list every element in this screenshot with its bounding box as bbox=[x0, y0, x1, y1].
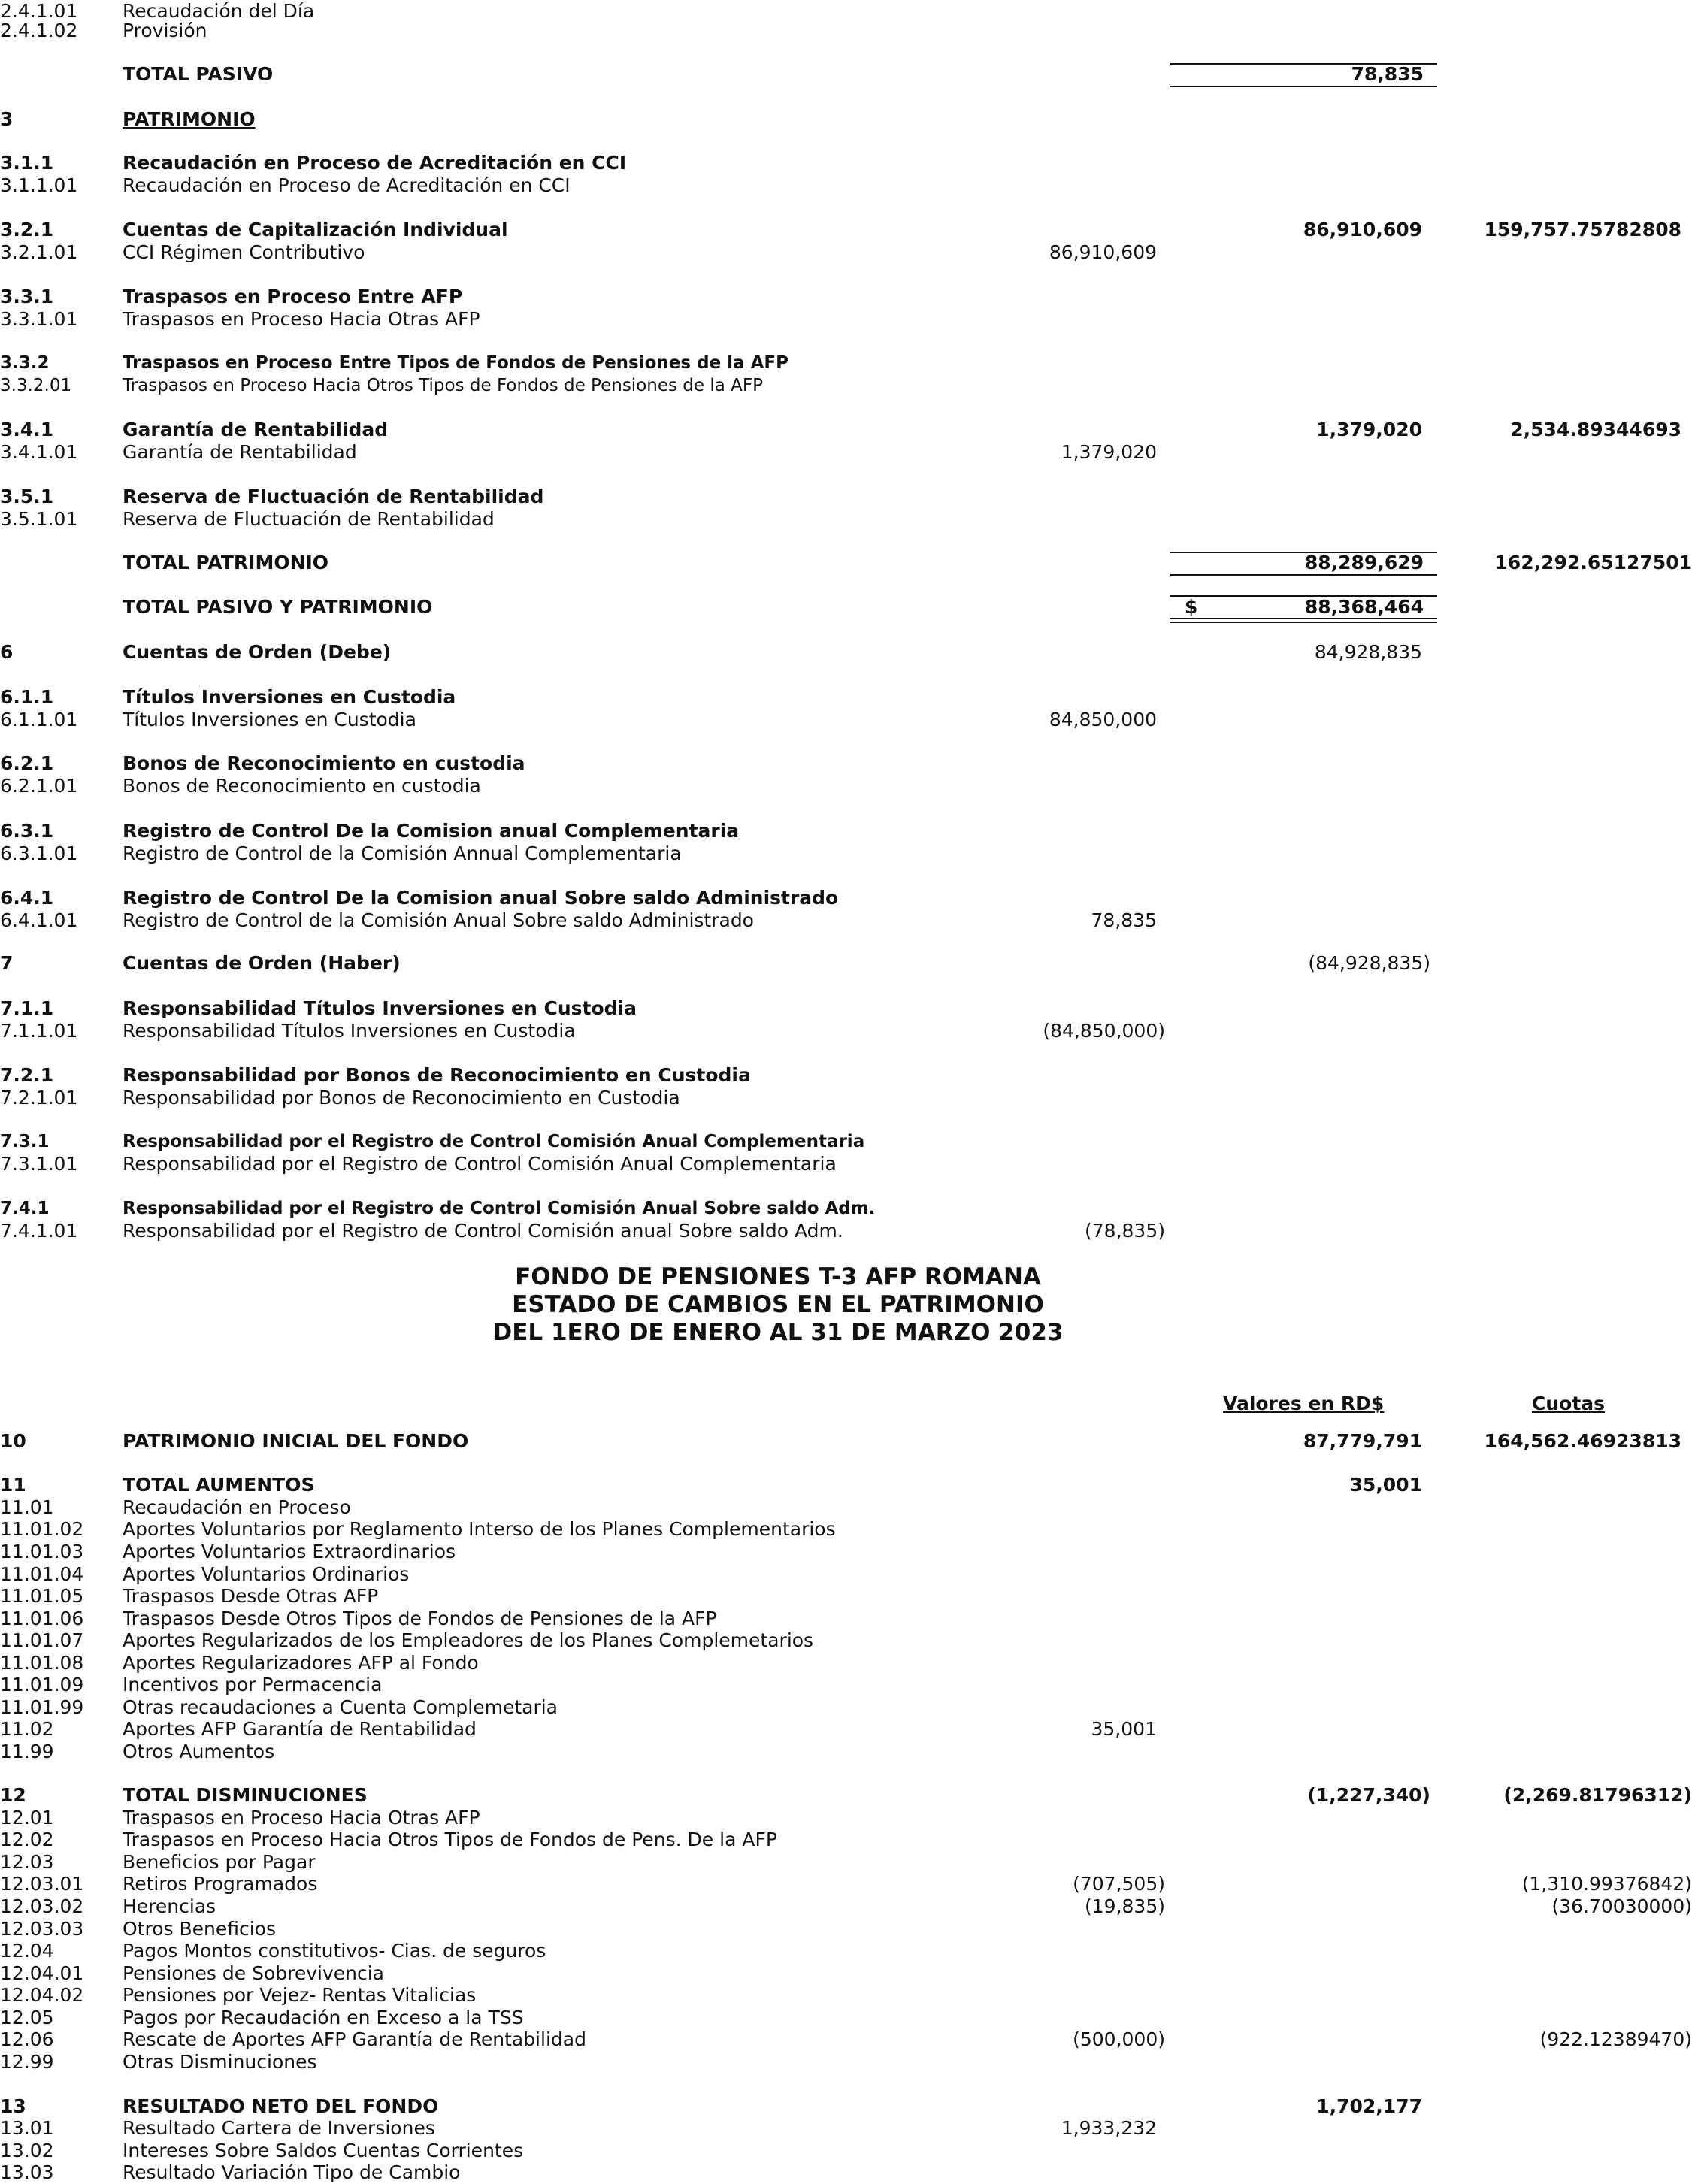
balance-row-3-4-1 bbox=[0, 419, 1692, 441]
total-pasivo-value: 78,835 bbox=[1351, 63, 1424, 85]
balance-row-3-3-2 bbox=[0, 352, 1692, 374]
statement-row-11-01-07 bbox=[0, 1629, 1692, 1652]
account-label: Traspasos en Proceso Hacia Otras AFP bbox=[123, 1807, 480, 1829]
account-code: 6.2.1.01 bbox=[0, 775, 78, 797]
detail-amount: (500,000) bbox=[1073, 2028, 1165, 2050]
statement-row-11-01-08 bbox=[0, 1652, 1692, 1674]
detail-amount: 86,910,609 bbox=[1049, 241, 1157, 263]
statement-row-12-02 bbox=[0, 1829, 1692, 1851]
account-code: 3.2.1 bbox=[0, 219, 54, 240]
statement-title-line-1: FONDO DE PENSIONES T-3 AFP ROMANA bbox=[515, 1263, 1041, 1290]
account-label: CCI Régimen Contributivo bbox=[123, 241, 365, 263]
account-label: Títulos Inversiones en Custodia bbox=[123, 686, 456, 708]
total-amount: (84,928,835) bbox=[1308, 952, 1430, 974]
total-amount: (1,227,340) bbox=[1307, 1784, 1430, 1806]
cuotas-amount: (1,310.99376842) bbox=[1521, 1873, 1692, 1895]
column-header-values: Valores en RD$ bbox=[1223, 1393, 1385, 1414]
account-label: Responsabilidad Títulos Inversiones en Custodia bbox=[123, 1020, 576, 1042]
detail-amount: 35,001 bbox=[1091, 1718, 1157, 1740]
statement-row-11-01-02 bbox=[0, 1518, 1692, 1541]
statement-row-12-06 bbox=[0, 2028, 1692, 2051]
account-code: 11.99 bbox=[0, 1741, 54, 1762]
balance-row-3-3-2-01 bbox=[0, 374, 1692, 397]
statement-row-12 bbox=[0, 1784, 1692, 1807]
account-label: RESULTADO NETO DEL FONDO bbox=[123, 2095, 439, 2117]
balance-row-3-2-1-01 bbox=[0, 241, 1692, 264]
account-label: Cuentas de Orden (Haber) bbox=[123, 952, 401, 974]
account-code: 12.06 bbox=[0, 2028, 54, 2050]
balance-row-3-1-1 bbox=[0, 152, 1692, 174]
account-label: Títulos Inversiones en Custodia bbox=[123, 709, 416, 731]
total-pasivo-underline bbox=[1170, 86, 1437, 87]
account-code: 3.5.1.01 bbox=[0, 508, 78, 530]
account-code: 11.01.08 bbox=[0, 1652, 84, 1674]
account-code: 11.02 bbox=[0, 1718, 54, 1740]
account-code: 11.01.03 bbox=[0, 1541, 84, 1562]
statement-row-11-02 bbox=[0, 1718, 1692, 1741]
detail-amount: (78,835) bbox=[1085, 1220, 1165, 1242]
account-label: PATRIMONIO bbox=[123, 108, 256, 130]
account-code: 3.3.2 bbox=[0, 353, 50, 373]
account-label: Traspasos Desde Otros Tipos de Fondos de Pensiones de la AFP bbox=[123, 1608, 717, 1629]
balance-row-3-5-1 bbox=[0, 486, 1692, 508]
account-label: Responsabilidad Títulos Inversiones en Custodia bbox=[123, 997, 637, 1019]
account-label: Recaudación en Proceso de Acreditación en CCI bbox=[123, 152, 627, 174]
account-code: 12.04 bbox=[0, 1940, 54, 1962]
account-code: 11.01.02 bbox=[0, 1518, 84, 1540]
account-code: 3.1.1.01 bbox=[0, 174, 78, 196]
account-code: 3.3.2.01 bbox=[0, 376, 72, 395]
detail-amount: (707,505) bbox=[1073, 1873, 1165, 1895]
account-label: Bonos de Reconocimiento en custodia bbox=[123, 752, 525, 774]
total-pasivo-patrimonio-value: 88,368,464 bbox=[1304, 596, 1424, 618]
account-label: Resultado Variación Tipo de Cambio bbox=[123, 2161, 461, 2183]
statement-row-11-99 bbox=[0, 1741, 1692, 1763]
account-code: 12.03.01 bbox=[0, 1873, 84, 1895]
detail-amount: 1,379,020 bbox=[1061, 441, 1157, 463]
account-label: Recaudación en Proceso de Acreditación en CCI bbox=[123, 174, 571, 196]
balance-row-7-1-1-01 bbox=[0, 1020, 1692, 1042]
statement-row-12-04-01 bbox=[0, 1962, 1692, 1985]
total-amount: 1,702,177 bbox=[1316, 2095, 1422, 2117]
account-label: TOTAL AUMENTOS bbox=[123, 1474, 315, 1496]
account-code: 11.01.06 bbox=[0, 1608, 84, 1629]
statement-row-13-01 bbox=[0, 2117, 1692, 2140]
statement-row-11-01-06 bbox=[0, 1608, 1692, 1630]
balance-row-3-2-1 bbox=[0, 219, 1692, 241]
balance-row-7-4-1 bbox=[0, 1197, 1692, 1220]
balance-row-6-4-1 bbox=[0, 887, 1692, 909]
account-code: 7.1.1.01 bbox=[0, 1020, 78, 1042]
account-label: Cuentas de Capitalización Individual bbox=[123, 219, 508, 240]
cuotas-amount: (2,269.81796312) bbox=[1503, 1784, 1692, 1806]
statement-row-12-03 bbox=[0, 1851, 1692, 1874]
account-code: 12.03.02 bbox=[0, 1895, 84, 1917]
account-label: Otros Aumentos bbox=[123, 1741, 275, 1762]
statement-row-12-03-01 bbox=[0, 1873, 1692, 1895]
column-header-cuotas: Cuotas bbox=[1532, 1393, 1606, 1414]
account-code: 2.4.1.02 bbox=[0, 20, 78, 41]
account-label: Registro de Control De la Comision anual Complementaria bbox=[123, 820, 740, 842]
account-label: Recaudación del Día bbox=[123, 0, 315, 22]
account-label: Pagos por Recaudación en Exceso a la TSS bbox=[123, 2007, 524, 2028]
account-code: 3.3.1.01 bbox=[0, 308, 78, 330]
account-label: Responsabilidad por el Registro de Control Comisión Anual Complementaria bbox=[123, 1132, 865, 1151]
account-label: Responsabilidad por el Registro de Control Comisión Anual Sobre saldo Adm. bbox=[123, 1199, 876, 1218]
account-label: Aportes Regularizadores AFP al Fondo bbox=[123, 1652, 479, 1674]
account-code: 7.2.1 bbox=[0, 1064, 54, 1086]
account-code: 12.04.02 bbox=[0, 1984, 84, 2006]
cuotas-amount: (36.70030000) bbox=[1551, 1895, 1692, 1917]
statement-row-11-01-04 bbox=[0, 1563, 1692, 1586]
balance-row-6-2-1 bbox=[0, 752, 1692, 775]
statement-row-10 bbox=[0, 1430, 1692, 1453]
statement-row-11-01-05 bbox=[0, 1585, 1692, 1608]
account-code: 6.3.1.01 bbox=[0, 842, 78, 864]
statement-row-11-01-03 bbox=[0, 1541, 1692, 1563]
account-code: 13 bbox=[0, 2095, 26, 2117]
account-code: 11.01.99 bbox=[0, 1696, 84, 1718]
account-label: Responsabilidad por el Registro de Control Comisión Anual Complementaria bbox=[123, 1153, 837, 1175]
account-code: 6.3.1 bbox=[0, 820, 54, 842]
total-amount: 86,910,609 bbox=[1303, 219, 1422, 240]
total-patrimonio-value: 88,289,629 bbox=[1304, 552, 1424, 573]
statement-row-12-05 bbox=[0, 2007, 1692, 2029]
account-code: 6.1.1.01 bbox=[0, 709, 78, 731]
account-label: Rescate de Aportes AFP Garantía de Rentabilidad bbox=[123, 2028, 586, 2050]
account-code: 11.01.05 bbox=[0, 1585, 84, 1607]
statement-row-12-04 bbox=[0, 1940, 1692, 1962]
account-label: Herencias bbox=[123, 1895, 216, 1917]
account-label: Registro de Control de la Comisión Anual Sobre saldo Administrado bbox=[123, 909, 754, 931]
total-pasivo-patrimonio-label: TOTAL PASIVO Y PATRIMONIO bbox=[123, 596, 433, 618]
balance-row-3-5-1-01 bbox=[0, 508, 1692, 531]
account-label: PATRIMONIO INICIAL DEL FONDO bbox=[123, 1430, 469, 1452]
total-amount: 87,779,791 bbox=[1303, 1430, 1422, 1452]
account-label: Registro de Control de la Comisión Annual Complementaria bbox=[123, 842, 682, 864]
account-label: Otros Beneficios bbox=[123, 1918, 276, 1940]
account-label: Traspasos en Proceso Entre AFP bbox=[123, 286, 463, 307]
account-code: 12.04.01 bbox=[0, 1962, 84, 1984]
account-code: 11.01.09 bbox=[0, 1674, 84, 1695]
statement-title-line-2: ESTADO DE CAMBIOS EN EL PATRIMONIO bbox=[512, 1291, 1044, 1318]
statement-row-11-01-99 bbox=[0, 1696, 1692, 1719]
account-label: Otras Disminuciones bbox=[123, 2051, 317, 2073]
detail-amount: 1,933,232 bbox=[1061, 2117, 1157, 2139]
cuotas-amount: 164,562.46923813 bbox=[1484, 1430, 1681, 1452]
account-code: 13.01 bbox=[0, 2117, 54, 2139]
account-code: 12.03 bbox=[0, 1851, 54, 1873]
cuotas-amount: (922.12389470) bbox=[1539, 2028, 1692, 2050]
account-label: Aportes Regularizados de los Empleadores de los Planes Complemetarios bbox=[123, 1629, 814, 1651]
account-code: 6.2.1 bbox=[0, 752, 54, 774]
account-label: Pensiones por Vejez- Rentas Vitalicias bbox=[123, 1984, 477, 2006]
account-code: 3.5.1 bbox=[0, 486, 54, 507]
account-code: 12.99 bbox=[0, 2051, 54, 2073]
account-code: 12.02 bbox=[0, 1829, 54, 1850]
account-label: Aportes Voluntarios Ordinarios bbox=[123, 1563, 410, 1585]
account-label: Garantía de Rentabilidad bbox=[123, 441, 357, 463]
account-label: Traspasos Desde Otras AFP bbox=[123, 1585, 379, 1607]
currency-symbol: $ bbox=[1185, 596, 1198, 618]
account-label: Responsabilidad por Bonos de Reconocimiento en Custodia bbox=[123, 1087, 680, 1109]
account-code: 12.01 bbox=[0, 1807, 54, 1829]
statement-row-12-99 bbox=[0, 2051, 1692, 2074]
balance-row-7-3-1 bbox=[0, 1130, 1692, 1153]
account-code: 3.4.1 bbox=[0, 419, 54, 440]
account-label: Traspasos en Proceso Hacia Otras AFP bbox=[123, 308, 480, 330]
account-code: 6.4.1.01 bbox=[0, 909, 78, 931]
account-label: Intereses Sobre Saldos Cuentas Corrientes bbox=[123, 2140, 524, 2161]
account-code: 12.03.03 bbox=[0, 1918, 84, 1940]
account-label: Cuentas de Orden (Debe) bbox=[123, 641, 392, 663]
account-code: 11.01 bbox=[0, 1496, 54, 1518]
balance-row-6-1-1 bbox=[0, 686, 1692, 709]
balance-row-7-4-1-01 bbox=[0, 1220, 1692, 1242]
account-label: Pagos Montos constitutivos- Cias. de seguros bbox=[123, 1940, 546, 1962]
total-pasivo-patrimonio-row bbox=[0, 596, 1692, 619]
account-code: 3.2.1.01 bbox=[0, 241, 78, 263]
account-label: Traspasos en Proceso Hacia Otros Tipos de Fondos de Pens. De la AFP bbox=[123, 1829, 777, 1850]
total-patrimonio-underline bbox=[1170, 574, 1437, 576]
balance-row-3-1-1-01 bbox=[0, 174, 1692, 197]
detail-amount: (84,850,000) bbox=[1043, 1020, 1165, 1042]
detail-amount: (19,835) bbox=[1085, 1895, 1165, 1917]
account-label: Bonos de Reconocimiento en custodia bbox=[123, 775, 481, 797]
account-code: 11.01.04 bbox=[0, 1563, 84, 1585]
total-amount: 35,001 bbox=[1349, 1474, 1422, 1496]
cuotas-amount: 159,757.75782808 bbox=[1484, 219, 1681, 240]
account-code: 6.4.1 bbox=[0, 887, 54, 909]
balance-row-2-4-1-02 bbox=[0, 20, 1692, 42]
account-code: 3.3.1 bbox=[0, 286, 54, 307]
account-label: TOTAL DISMINUCIONES bbox=[123, 1784, 368, 1806]
statement-row-11 bbox=[0, 1474, 1692, 1496]
total-pasivo-patrimonio-double-underline bbox=[1170, 618, 1437, 623]
account-label: Recaudación en Proceso bbox=[123, 1496, 351, 1518]
account-label: Registro de Control De la Comision anual Sobre saldo Administrado bbox=[123, 887, 839, 909]
statement-row-13-02 bbox=[0, 2140, 1692, 2162]
statement-row-12-03-03 bbox=[0, 1918, 1692, 1940]
account-code: 3.4.1.01 bbox=[0, 441, 78, 463]
account-code: 3 bbox=[0, 108, 14, 130]
total-amount: 84,928,835 bbox=[1314, 641, 1422, 663]
account-label: Aportes Voluntarios Extraordinarios bbox=[123, 1541, 456, 1562]
account-code: 7.4.1.01 bbox=[0, 1220, 78, 1242]
account-label: Provisión bbox=[123, 20, 207, 41]
balance-row-3 bbox=[0, 108, 1692, 131]
account-label: Pensiones de Sobrevivencia bbox=[123, 1962, 384, 1984]
balance-row-7 bbox=[0, 952, 1692, 975]
balance-row-3-4-1-01 bbox=[0, 441, 1692, 464]
account-label: Beneficios por Pagar bbox=[123, 1851, 316, 1873]
balance-row-7-3-1-01 bbox=[0, 1153, 1692, 1175]
statement-title-line-3: DEL 1ERO DE ENERO AL 31 DE MARZO 2023 bbox=[492, 1319, 1064, 1346]
statement-row-12-01 bbox=[0, 1807, 1692, 1829]
account-code: 13.02 bbox=[0, 2140, 54, 2161]
account-code: 10 bbox=[0, 1430, 26, 1452]
account-code: 11 bbox=[0, 1474, 26, 1496]
account-code: 12.05 bbox=[0, 2007, 54, 2028]
account-label: Traspasos en Proceso Entre Tipos de Fondos de Pensiones de la AFP bbox=[123, 353, 788, 373]
account-code: 7.1.1 bbox=[0, 997, 54, 1019]
account-label: Traspasos en Proceso Hacia Otros Tipos de Fondos de Pensiones de la AFP bbox=[123, 376, 763, 395]
total-pasivo-row bbox=[0, 63, 1692, 86]
account-label: Aportes Voluntarios por Reglamento Interso de los Planes Complementarios bbox=[123, 1518, 836, 1540]
statement-row-13-03 bbox=[0, 2161, 1692, 2184]
total-patrimonio-cuotas: 162,292.65127501 bbox=[1494, 552, 1692, 573]
total-patrimonio-row bbox=[0, 552, 1692, 574]
account-label: Otras recaudaciones a Cuenta Complemetaria bbox=[123, 1696, 558, 1718]
account-code: 12 bbox=[0, 1784, 26, 1806]
balance-row-6-1-1-01 bbox=[0, 709, 1692, 731]
statement-row-12-03-02 bbox=[0, 1895, 1692, 1918]
balance-row-7-2-1 bbox=[0, 1064, 1692, 1087]
statement-row-12-04-02 bbox=[0, 1984, 1692, 2007]
account-code: 6.1.1 bbox=[0, 686, 54, 708]
account-code: 7.4.1 bbox=[0, 1199, 50, 1218]
account-label: Reserva de Fluctuación de Rentabilidad bbox=[123, 508, 495, 530]
account-code: 11.01.07 bbox=[0, 1629, 84, 1651]
account-code: 6 bbox=[0, 641, 14, 663]
statement-row-13 bbox=[0, 2095, 1692, 2118]
account-label: Responsabilidad por el Registro de Control Comisión anual Sobre saldo Adm. bbox=[123, 1220, 843, 1242]
cuotas-amount: 2,534.89344693 bbox=[1510, 419, 1681, 440]
balance-row-6-3-1-01 bbox=[0, 842, 1692, 865]
account-label: Retiros Programados bbox=[123, 1873, 318, 1895]
detail-amount: 84,850,000 bbox=[1049, 709, 1157, 731]
balance-row-7-1-1 bbox=[0, 997, 1692, 1020]
total-amount: 1,379,020 bbox=[1316, 419, 1422, 440]
account-code: 13.03 bbox=[0, 2161, 54, 2183]
account-code: 2.4.1.01 bbox=[0, 0, 78, 22]
account-label: Garantía de Rentabilidad bbox=[123, 419, 389, 440]
balance-row-6-4-1-01 bbox=[0, 909, 1692, 932]
detail-amount: 78,835 bbox=[1091, 909, 1157, 931]
total-pasivo-label: TOTAL PASIVO bbox=[123, 63, 274, 85]
account-label: Responsabilidad por Bonos de Reconocimiento en Custodia bbox=[123, 1064, 751, 1086]
balance-row-3-3-1-01 bbox=[0, 308, 1692, 331]
account-label: Incentivos por Permacencia bbox=[123, 1674, 383, 1695]
balance-row-7-2-1-01 bbox=[0, 1087, 1692, 1109]
account-code: 7.3.1.01 bbox=[0, 1153, 78, 1175]
total-patrimonio-label: TOTAL PATRIMONIO bbox=[123, 552, 329, 573]
balance-row-6-2-1-01 bbox=[0, 775, 1692, 797]
account-label: Resultado Cartera de Inversiones bbox=[123, 2117, 435, 2139]
statement-row-11-01 bbox=[0, 1496, 1692, 1519]
balance-row-6-3-1 bbox=[0, 820, 1692, 842]
account-code: 7 bbox=[0, 952, 14, 974]
balance-row-6 bbox=[0, 641, 1692, 664]
account-code: 7.2.1.01 bbox=[0, 1087, 78, 1109]
statement-row-11-01-09 bbox=[0, 1674, 1692, 1696]
account-code: 7.3.1 bbox=[0, 1132, 50, 1151]
balance-row-3-3-1 bbox=[0, 286, 1692, 308]
account-code: 3.1.1 bbox=[0, 152, 54, 174]
account-label: Aportes AFP Garantía de Rentabilidad bbox=[123, 1718, 477, 1740]
account-label: Reserva de Fluctuación de Rentabilidad bbox=[123, 486, 544, 507]
